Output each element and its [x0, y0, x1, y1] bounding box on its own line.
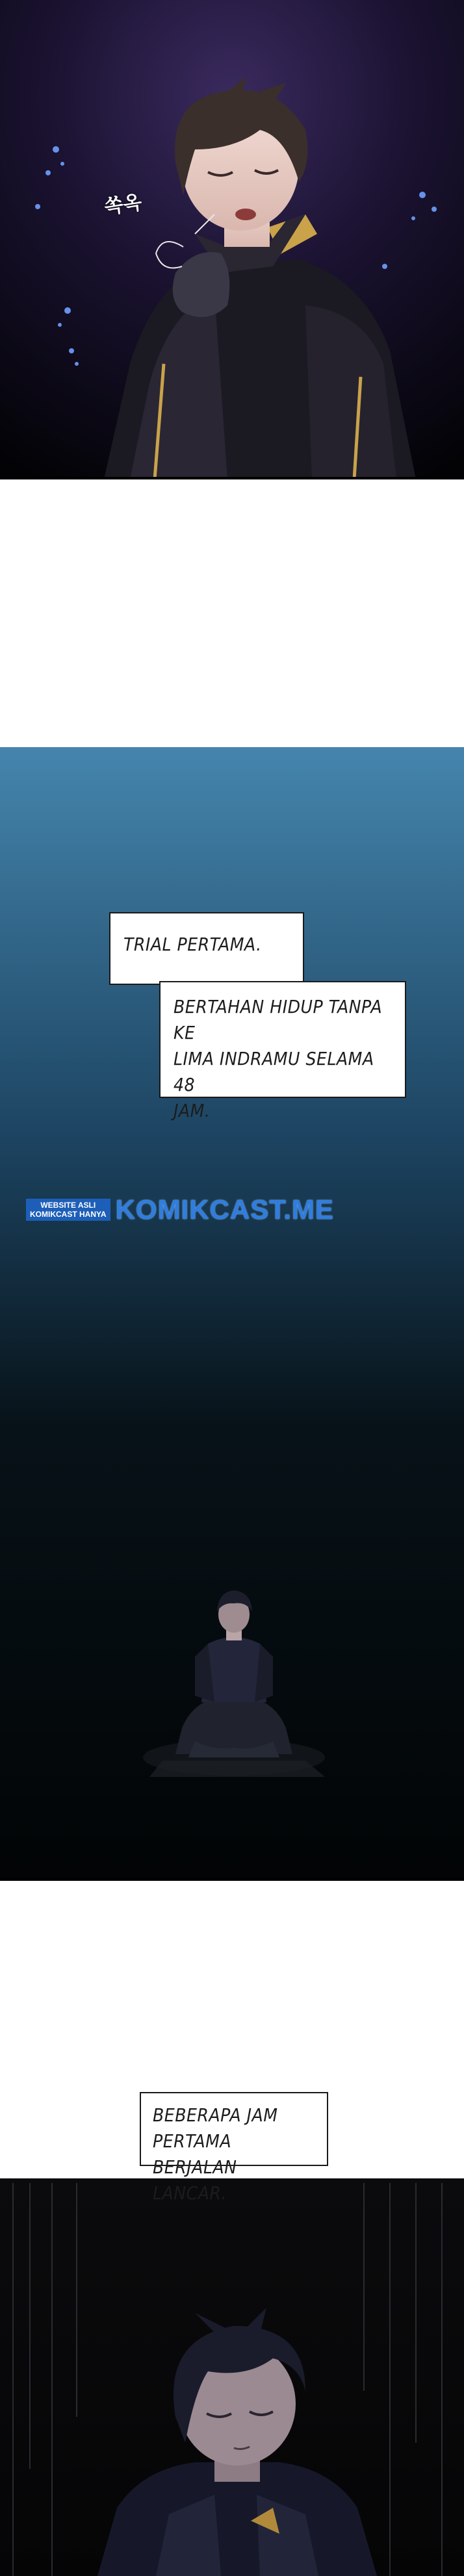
watermark — [26, 1194, 334, 1225]
watermark-tag-line-2: KOMIKCAST HANYA — [30, 1210, 107, 1219]
caption-box-3 — [140, 2092, 328, 2204]
panel-2-scene — [0, 747, 464, 1881]
caption-3-line-2: BERJALAN LANCAR. — [153, 2156, 237, 2204]
caption-box-2 — [159, 981, 406, 1121]
caption-2-line-3: JAM. — [174, 1100, 211, 1121]
panel-3-scene — [0, 2079, 464, 2576]
caption-2-line-2: LIMA INDRAMU SELAMA 48 — [174, 1048, 374, 1095]
watermark-tag — [26, 1199, 110, 1221]
caption-3-line-1: BEBERAPA JAM PERTAMA — [153, 2104, 278, 2152]
caption-1-text: TRIAL PERTAMA. — [123, 934, 262, 955]
panel-1-illustration — [0, 0, 464, 479]
caption-box-1 — [109, 912, 304, 985]
watermark-brand: KOMIKCAST.ME — [115, 1194, 334, 1225]
sound-effect-text: 쏙옥 — [103, 191, 144, 219]
panel-1-scene — [0, 0, 464, 479]
caption-2-line-1: BERTAHAN HIDUP TANPA KE — [174, 996, 383, 1043]
watermark-tag-line-1: WEBSITE ASLI — [40, 1201, 96, 1210]
